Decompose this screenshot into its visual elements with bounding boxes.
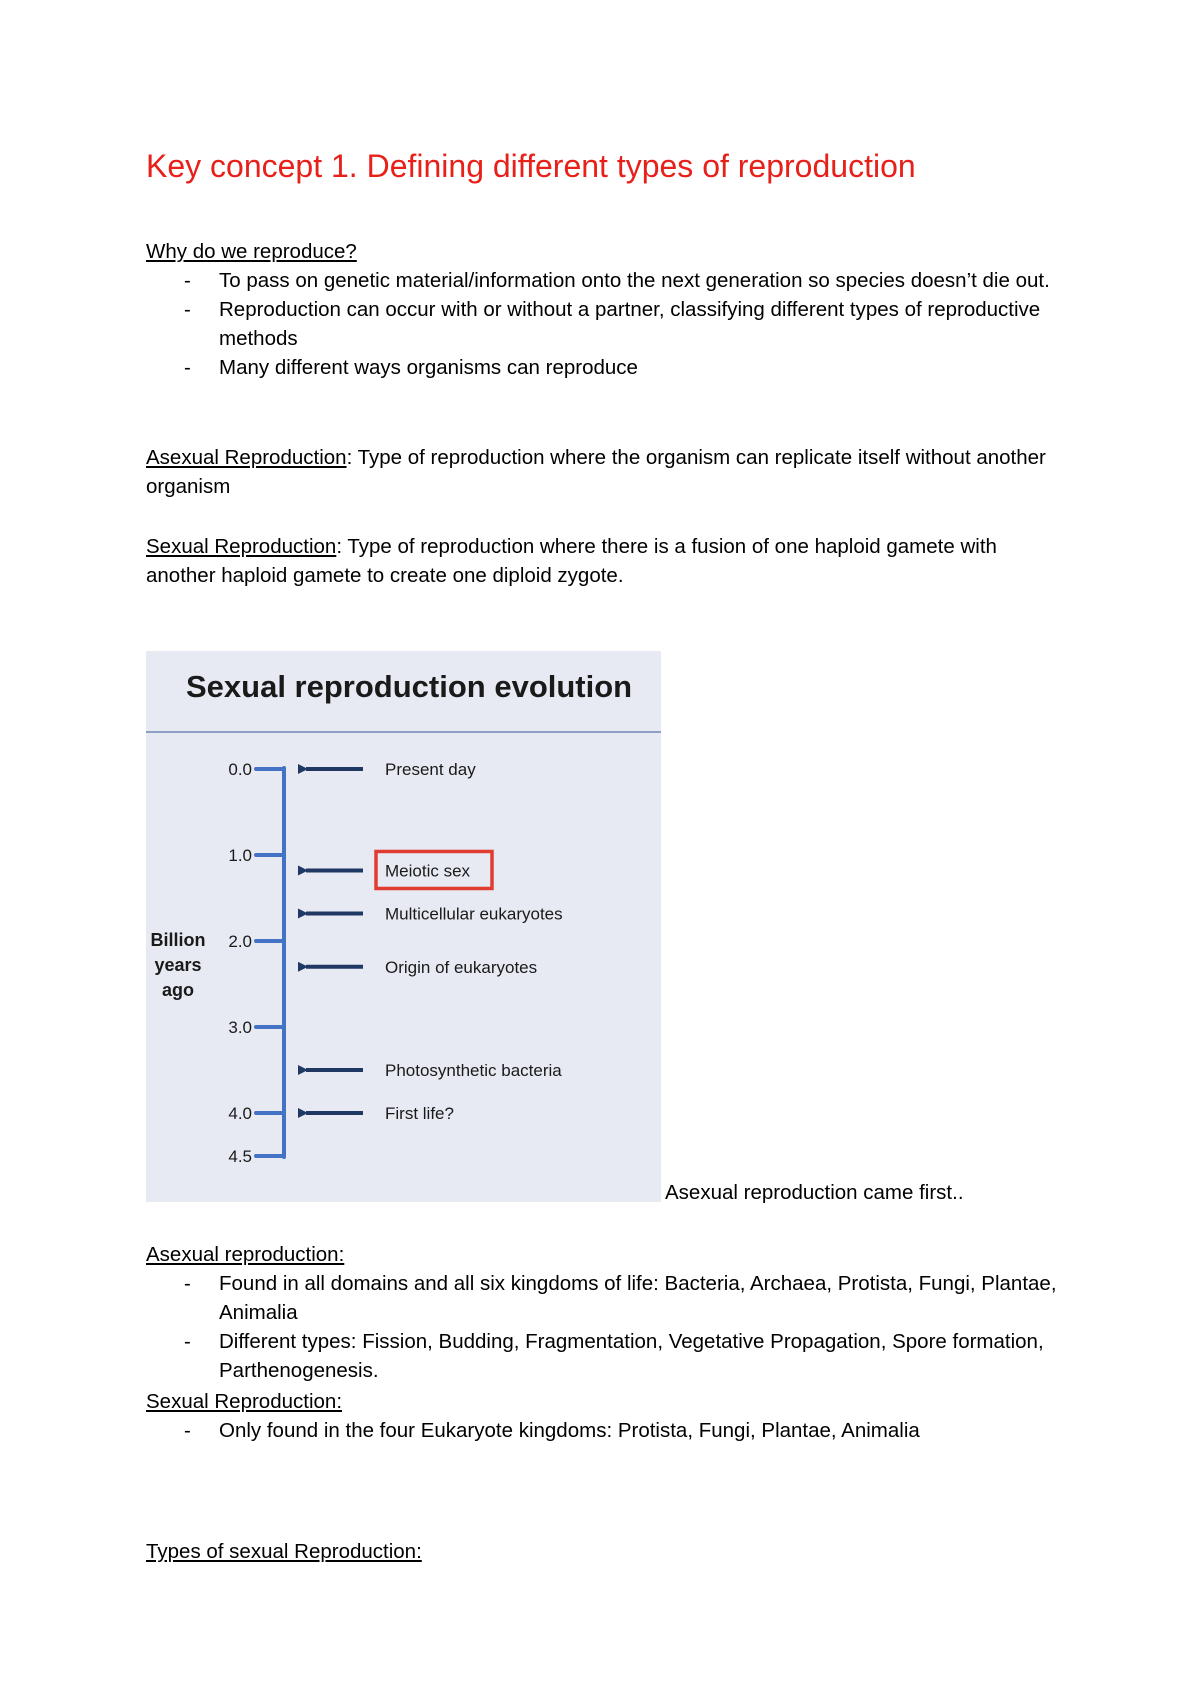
- evolution-figure: [146, 651, 661, 1202]
- axis-tick-label: 4.5: [228, 1147, 252, 1166]
- event-label: First life?: [385, 1104, 454, 1123]
- list-item: - Different types: Fission, Budding, Fragmentation, Vegetative Propagation, Spore formation, Parthenogenesis.: [146, 1327, 1066, 1385]
- why-list: [146, 266, 1066, 382]
- timeline-diagram: [146, 651, 661, 1202]
- event-label: Present day: [385, 760, 476, 779]
- dash-marker: -: [184, 1419, 191, 1442]
- axis-tick-label: 2.0: [228, 932, 252, 951]
- sexual-heading: Sexual Reproduction:: [146, 1390, 343, 1413]
- timeline-events: [306, 760, 563, 1123]
- event-label: Meiotic sex: [385, 861, 471, 881]
- asexual-heading: Asexual reproduction:: [146, 1243, 345, 1266]
- axis-tick-label: 4.0: [228, 1104, 252, 1123]
- dash-marker: -: [184, 298, 191, 321]
- page-title: Key concept 1. Defining different types of reproduction: [146, 148, 916, 184]
- dash-marker: -: [184, 269, 191, 292]
- axis-label-line: years: [154, 955, 202, 975]
- axis-label-line: ago: [161, 980, 195, 1000]
- list-item: - Many different ways organisms can reproduce: [146, 353, 1066, 382]
- list-item: - Found in all domains and all six kingdoms of life: Bacteria, Archaea, Protista, Fungi, Plantae, Animalia: [146, 1269, 1066, 1327]
- dash-marker: -: [184, 1330, 191, 1353]
- timeline-axis: [228, 760, 284, 1166]
- event-label: Photosynthetic bacteria: [385, 1061, 562, 1080]
- figure-title: Sexual reproduction evolution: [186, 669, 633, 704]
- figure-caption: Asexual reproduction came first..: [665, 1181, 964, 1204]
- asexual-definition: Asexual Reproduction: Type of reproduction where the organism can replicate itself without another organism: [146, 446, 1046, 498]
- list-item: - To pass on genetic material/information onto the next generation so species doesn’t die out.: [146, 266, 1066, 295]
- sexual-definition: Sexual Reproduction: Type of reproduction where there is a fusion of one haploid gamete with another haploid gamete to create one diploid zygote.: [146, 535, 997, 587]
- sexual-term: Sexual Reproduction: [146, 535, 337, 558]
- dash-marker: -: [184, 1272, 191, 1295]
- why-heading: Why do we reproduce?: [146, 240, 357, 263]
- event-label: Origin of eukaryotes: [385, 957, 538, 977]
- axis-tick-label: 0.0: [228, 760, 252, 779]
- event-label: Multicellular eukaryotes: [385, 904, 563, 924]
- axis-label-line: Billion: [150, 930, 206, 950]
- list-item: - Reproduction can occur with or without a partner, classifying different types of reproductive methods: [146, 295, 1066, 353]
- asexual-term: Asexual Reproduction: [146, 446, 347, 469]
- axis-tick-label: 3.0: [228, 1018, 252, 1037]
- list-item: - Only found in the four Eukaryote kingdoms: Protista, Fungi, Plantae, Animalia: [146, 1416, 1066, 1445]
- dash-marker: -: [184, 356, 191, 379]
- axis-tick-label: 1.0: [228, 846, 252, 865]
- asexual-list: [146, 1269, 1066, 1385]
- sexual-list: [146, 1416, 1066, 1445]
- types-heading: Types of sexual Reproduction:: [146, 1540, 422, 1563]
